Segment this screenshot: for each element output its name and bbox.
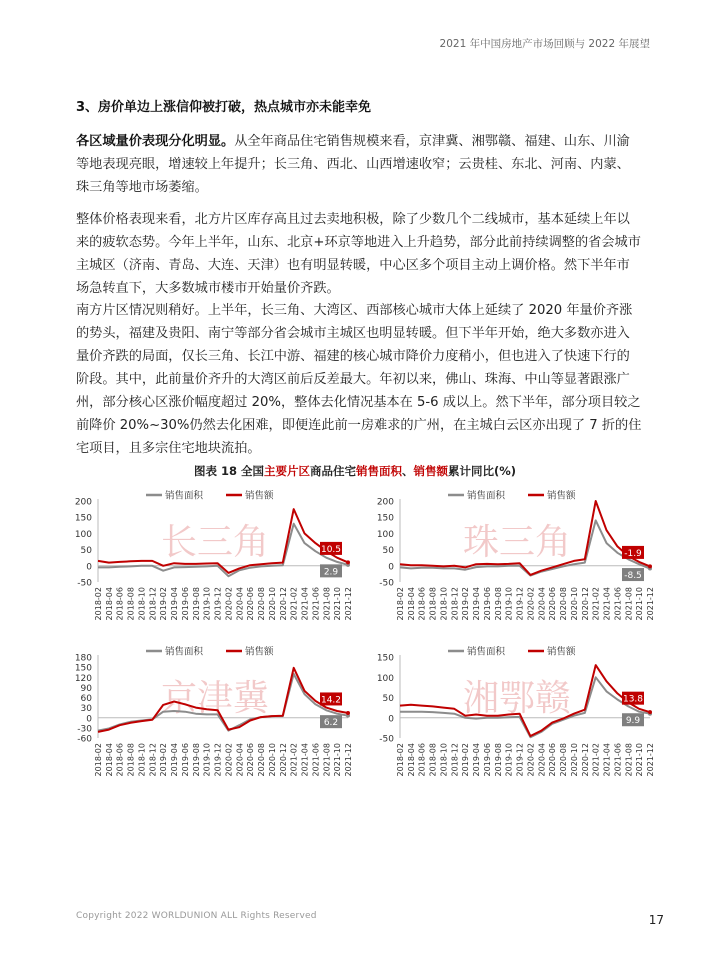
x-tick-label: 2019-06: [180, 743, 190, 777]
y-tick-label: 200: [376, 497, 394, 508]
figure-title-part: 累计同比(%): [447, 464, 517, 478]
x-tick-label: 2021-12: [344, 587, 353, 621]
x-tick-label: 2019-12: [213, 587, 223, 621]
x-tick-label: 2020-06: [548, 587, 558, 621]
x-tick-label: 2021-04: [300, 587, 310, 621]
legend-label-amount: 销售额: [245, 490, 274, 502]
x-tick-label: 2021-06: [613, 587, 623, 621]
x-tick-label: 2021-10: [333, 743, 343, 777]
y-tick-label: 100: [376, 673, 394, 684]
page-number: 17: [648, 913, 664, 927]
x-tick-label: 2019-04: [472, 587, 482, 621]
legend-label-amount: 销售额: [547, 646, 576, 658]
x-tick-label: 2019-12: [213, 743, 223, 777]
x-tick-label: 2020-04: [235, 587, 245, 621]
x-tick-label: 2019-08: [191, 587, 201, 621]
end-label-area: 9.9: [625, 716, 641, 727]
x-tick-label: 2021-08: [624, 587, 634, 621]
end-label-amount: -1.9: [624, 548, 642, 559]
x-tick-label: 2020-04: [235, 743, 245, 777]
y-tick-label: -50: [77, 578, 92, 589]
x-tick-label: 2020-08: [559, 587, 569, 621]
chart-watermark: 京津冀: [160, 678, 270, 719]
x-tick-label: 2020-02: [224, 587, 234, 621]
x-tick-label: 2020-06: [246, 587, 256, 621]
x-tick-label: 2021-08: [322, 743, 332, 777]
y-tick-label: 200: [74, 497, 92, 508]
figure-title-part: 销售额: [413, 464, 448, 478]
chart-pearl-delta: [360, 487, 656, 637]
y-tick-label: 150: [74, 663, 92, 674]
x-tick-label: 2020-12: [278, 743, 288, 777]
x-tick-label: 2021-10: [635, 587, 645, 621]
x-tick-label: 2018-02: [396, 743, 405, 777]
y-tick-label: 180: [74, 653, 92, 664]
x-tick-label: 2018-10: [137, 743, 147, 777]
x-tick-label: 2021-06: [613, 743, 623, 777]
x-tick-label: 2018-10: [439, 587, 449, 621]
x-tick-label: 2019-08: [191, 743, 201, 777]
y-tick-label: -60: [77, 734, 92, 745]
end-label-amount: 10.5: [320, 544, 342, 555]
chart-yangtze-delta: [58, 487, 354, 637]
x-tick-label: 2020-08: [257, 743, 267, 777]
x-tick-label: 2018-02: [396, 587, 405, 621]
x-tick-label: 2018-08: [428, 587, 438, 621]
x-tick-label: 2019-04: [170, 743, 180, 777]
x-tick-label: 2018-12: [450, 743, 460, 777]
y-tick-label: 150: [74, 513, 92, 524]
x-tick-label: 2019-02: [159, 743, 169, 777]
y-tick-label: -50: [379, 578, 394, 589]
x-tick-label: 2018-08: [126, 587, 136, 621]
x-tick-label: 2020-06: [548, 743, 558, 777]
y-tick-label: 30: [80, 704, 92, 715]
chart-watermark: 湘鄂赣: [462, 678, 572, 719]
x-tick-label: 2019-08: [493, 743, 503, 777]
x-tick-label: 2020-06: [246, 743, 256, 777]
y-tick-label: 0: [86, 714, 92, 725]
y-tick-label: 50: [382, 546, 394, 557]
y-tick-label: 50: [382, 694, 394, 704]
end-label-area: -8.5: [624, 571, 642, 582]
legend-label-area: 销售面积: [165, 490, 204, 502]
section-title: 3、房价单边上涨信仰被打破，热点城市亦未能幸免: [76, 100, 372, 115]
x-tick-label: 2019-02: [461, 587, 471, 621]
x-tick-label: 2018-10: [439, 743, 449, 777]
legend-label-area: 销售面积: [467, 646, 506, 658]
x-tick-label: 2018-04: [104, 587, 114, 621]
end-label-amount: 14.2: [320, 695, 342, 706]
x-tick-label: 2019-12: [515, 587, 525, 621]
x-tick-label: 2018-12: [148, 743, 158, 777]
chart-xiang-e-gan: [360, 643, 656, 793]
figure-title-part: 、: [401, 464, 414, 478]
x-tick-label: 2020-12: [278, 587, 288, 621]
chart-watermark: 长三角: [160, 522, 270, 563]
x-tick-label: 2018-04: [406, 743, 416, 777]
end-label-area: 6.2: [323, 718, 339, 729]
end-label-area: 2.9: [323, 567, 339, 578]
x-tick-label: 2020-02: [224, 743, 234, 777]
x-tick-label: 2019-08: [493, 587, 503, 621]
x-tick-label: 2019-10: [504, 587, 514, 621]
x-tick-label: 2018-12: [450, 587, 460, 621]
x-tick-label: 2019-10: [504, 743, 514, 777]
x-tick-label: 2018-02: [94, 743, 103, 777]
x-tick-label: 2018-08: [428, 743, 438, 777]
end-label-amount: 13.8: [622, 694, 644, 705]
legend-label-amount: 销售额: [547, 490, 576, 502]
y-tick-label: -30: [77, 724, 92, 735]
y-tick-label: 90: [80, 683, 92, 694]
figure-title: [0, 463, 710, 479]
x-tick-label: 2019-02: [159, 587, 169, 621]
end-point-amount: [648, 564, 652, 568]
x-tick-label: 2019-04: [472, 743, 482, 777]
y-tick-label: 100: [376, 529, 394, 540]
y-tick-label: 120: [74, 673, 92, 684]
y-tick-label: 100: [74, 529, 92, 540]
x-tick-label: 2021-12: [646, 587, 655, 621]
x-tick-label: 2019-10: [202, 587, 212, 621]
x-tick-label: 2021-02: [289, 743, 299, 777]
x-tick-label: 2021-04: [602, 743, 612, 777]
x-tick-label: 2020-08: [257, 587, 267, 621]
x-tick-label: 2018-06: [115, 587, 125, 621]
legend-label-area: 销售面积: [467, 490, 506, 502]
y-tick-label: -50: [379, 734, 394, 745]
x-tick-label: 2020-10: [267, 587, 277, 621]
x-tick-label: 2018-06: [417, 587, 427, 621]
y-tick-label: 0: [86, 562, 92, 573]
paragraph-south: 南方片区情况则稍好。上半年，长三角、大湾区、西部核心城市大体上延续了 2020 年量价齐涨的势头，福建及贵阳、南宁等部分省会城市主城区也明显转暖。但下半年开始，绝大多数亦进入量价齐跌的局面，仅长三角、长江中游、福建的核心城市降价力度稍小，但也进入了快速下行的阶段。其中，此前量价齐升的大湾区前后反差最大。年初以来，佛山、珠海、中山等显著跟涨广州，部分核心区涨价幅度超过 20%，整体去化情况基本在 5-6 成以上。然下半年，部分项目较之前降价 20%~30%仍然去化困难，即便连此前一房难求的广州，在主城白云区亦出现了 7 折的住宅项目，且多宗住宅地块流拍。: [76, 303, 642, 456]
x-tick-label: 2020-04: [537, 743, 547, 777]
x-tick-label: 2019-10: [202, 743, 212, 777]
x-tick-label: 2020-12: [580, 743, 590, 777]
x-tick-label: 2019-06: [180, 587, 190, 621]
x-tick-label: 2020-08: [559, 743, 569, 777]
x-tick-label: 2021-02: [591, 587, 601, 621]
x-tick-label: 2020-10: [569, 587, 579, 621]
end-point-amount: [346, 560, 350, 564]
x-tick-label: 2021-06: [311, 587, 321, 621]
y-tick-label: 60: [80, 694, 92, 704]
x-tick-label: 2018-06: [417, 743, 427, 777]
figure-title-part: 图表 18 全国: [193, 464, 264, 478]
x-tick-label: 2021-12: [344, 743, 353, 777]
running-header: 2021 年中国房地产市场回顾与 2022 年展望: [439, 38, 650, 50]
x-tick-label: 2021-10: [635, 743, 645, 777]
x-tick-label: 2019-06: [482, 743, 492, 777]
x-tick-label: 2021-04: [300, 743, 310, 777]
figure-title-part: 商品住宅: [309, 464, 356, 478]
y-tick-label: 0: [388, 562, 394, 573]
x-tick-label: 2021-04: [602, 587, 612, 621]
x-tick-label: 2021-08: [624, 743, 634, 777]
x-tick-label: 2021-02: [591, 743, 601, 777]
end-point-amount: [346, 711, 350, 715]
end-point-amount: [648, 710, 652, 714]
y-tick-label: 50: [80, 546, 92, 557]
paragraph-north: 整体价格表现来看，北方片区库存高且过去卖地积极，除了少数几个二线城市，基本延续上年以来的疲软态势。今年上半年，山东、北京+环京等地进入上升趋势，部分此前持续调整的省会城市主城区（济南、青岛、大连、天津）也有明显转暖，中心区多个项目主动上调价格。然下半年市场急转直下，大多数城市楼市开始量价齐跌。: [76, 212, 641, 296]
x-tick-label: 2020-02: [526, 743, 536, 777]
x-tick-label: 2021-06: [311, 743, 321, 777]
x-tick-label: 2019-06: [482, 587, 492, 621]
x-tick-label: 2020-10: [569, 743, 579, 777]
x-tick-label: 2018-04: [406, 587, 416, 621]
chart-watermark: 珠三角: [462, 522, 572, 563]
x-tick-label: 2018-08: [126, 743, 136, 777]
chart-jing-jin-ji: [58, 643, 354, 793]
x-tick-label: 2021-12: [646, 743, 655, 777]
x-tick-label: 2018-04: [104, 743, 114, 777]
figure-title-part: 销售面积: [355, 464, 402, 478]
x-tick-label: 2021-02: [289, 587, 299, 621]
x-tick-label: 2021-08: [322, 587, 332, 621]
y-tick-label: 0: [388, 714, 394, 725]
legend-label-amount: 销售额: [245, 646, 274, 658]
x-tick-label: 2018-12: [148, 587, 158, 621]
x-tick-label: 2018-06: [115, 743, 125, 777]
x-tick-label: 2021-10: [333, 587, 343, 621]
x-tick-label: 2019-02: [461, 743, 471, 777]
x-tick-label: 2018-10: [137, 587, 147, 621]
x-tick-label: 2020-02: [526, 587, 536, 621]
y-tick-label: 150: [376, 653, 394, 664]
x-tick-label: 2020-10: [267, 743, 277, 777]
footer-copyright: Copyright 2022 WORLDUNION ALL Rights Reserved: [76, 911, 317, 921]
figure-title-part: 主要片区: [263, 464, 310, 478]
paragraph-body: 从全年商品住宅销售规模来看，京津冀、湘鄂赣、福建、山东、川渝等地表现亮眼，增速较上年提升；长三角、西北、山西增速收窄；云贵桂、东北、河南、内蒙、珠三角等地市场萎缩。: [76, 134, 630, 195]
y-tick-label: 150: [376, 513, 394, 524]
x-tick-label: 2018-02: [94, 587, 103, 621]
x-tick-label: 2020-12: [580, 587, 590, 621]
x-tick-label: 2020-04: [537, 587, 547, 621]
x-tick-label: 2019-04: [170, 587, 180, 621]
legend-label-area: 销售面积: [165, 646, 204, 658]
paragraph-lead: 各区域量价表现分化明显。: [76, 134, 235, 149]
x-tick-label: 2019-12: [515, 743, 525, 777]
paragraph-regional: [76, 130, 642, 199]
